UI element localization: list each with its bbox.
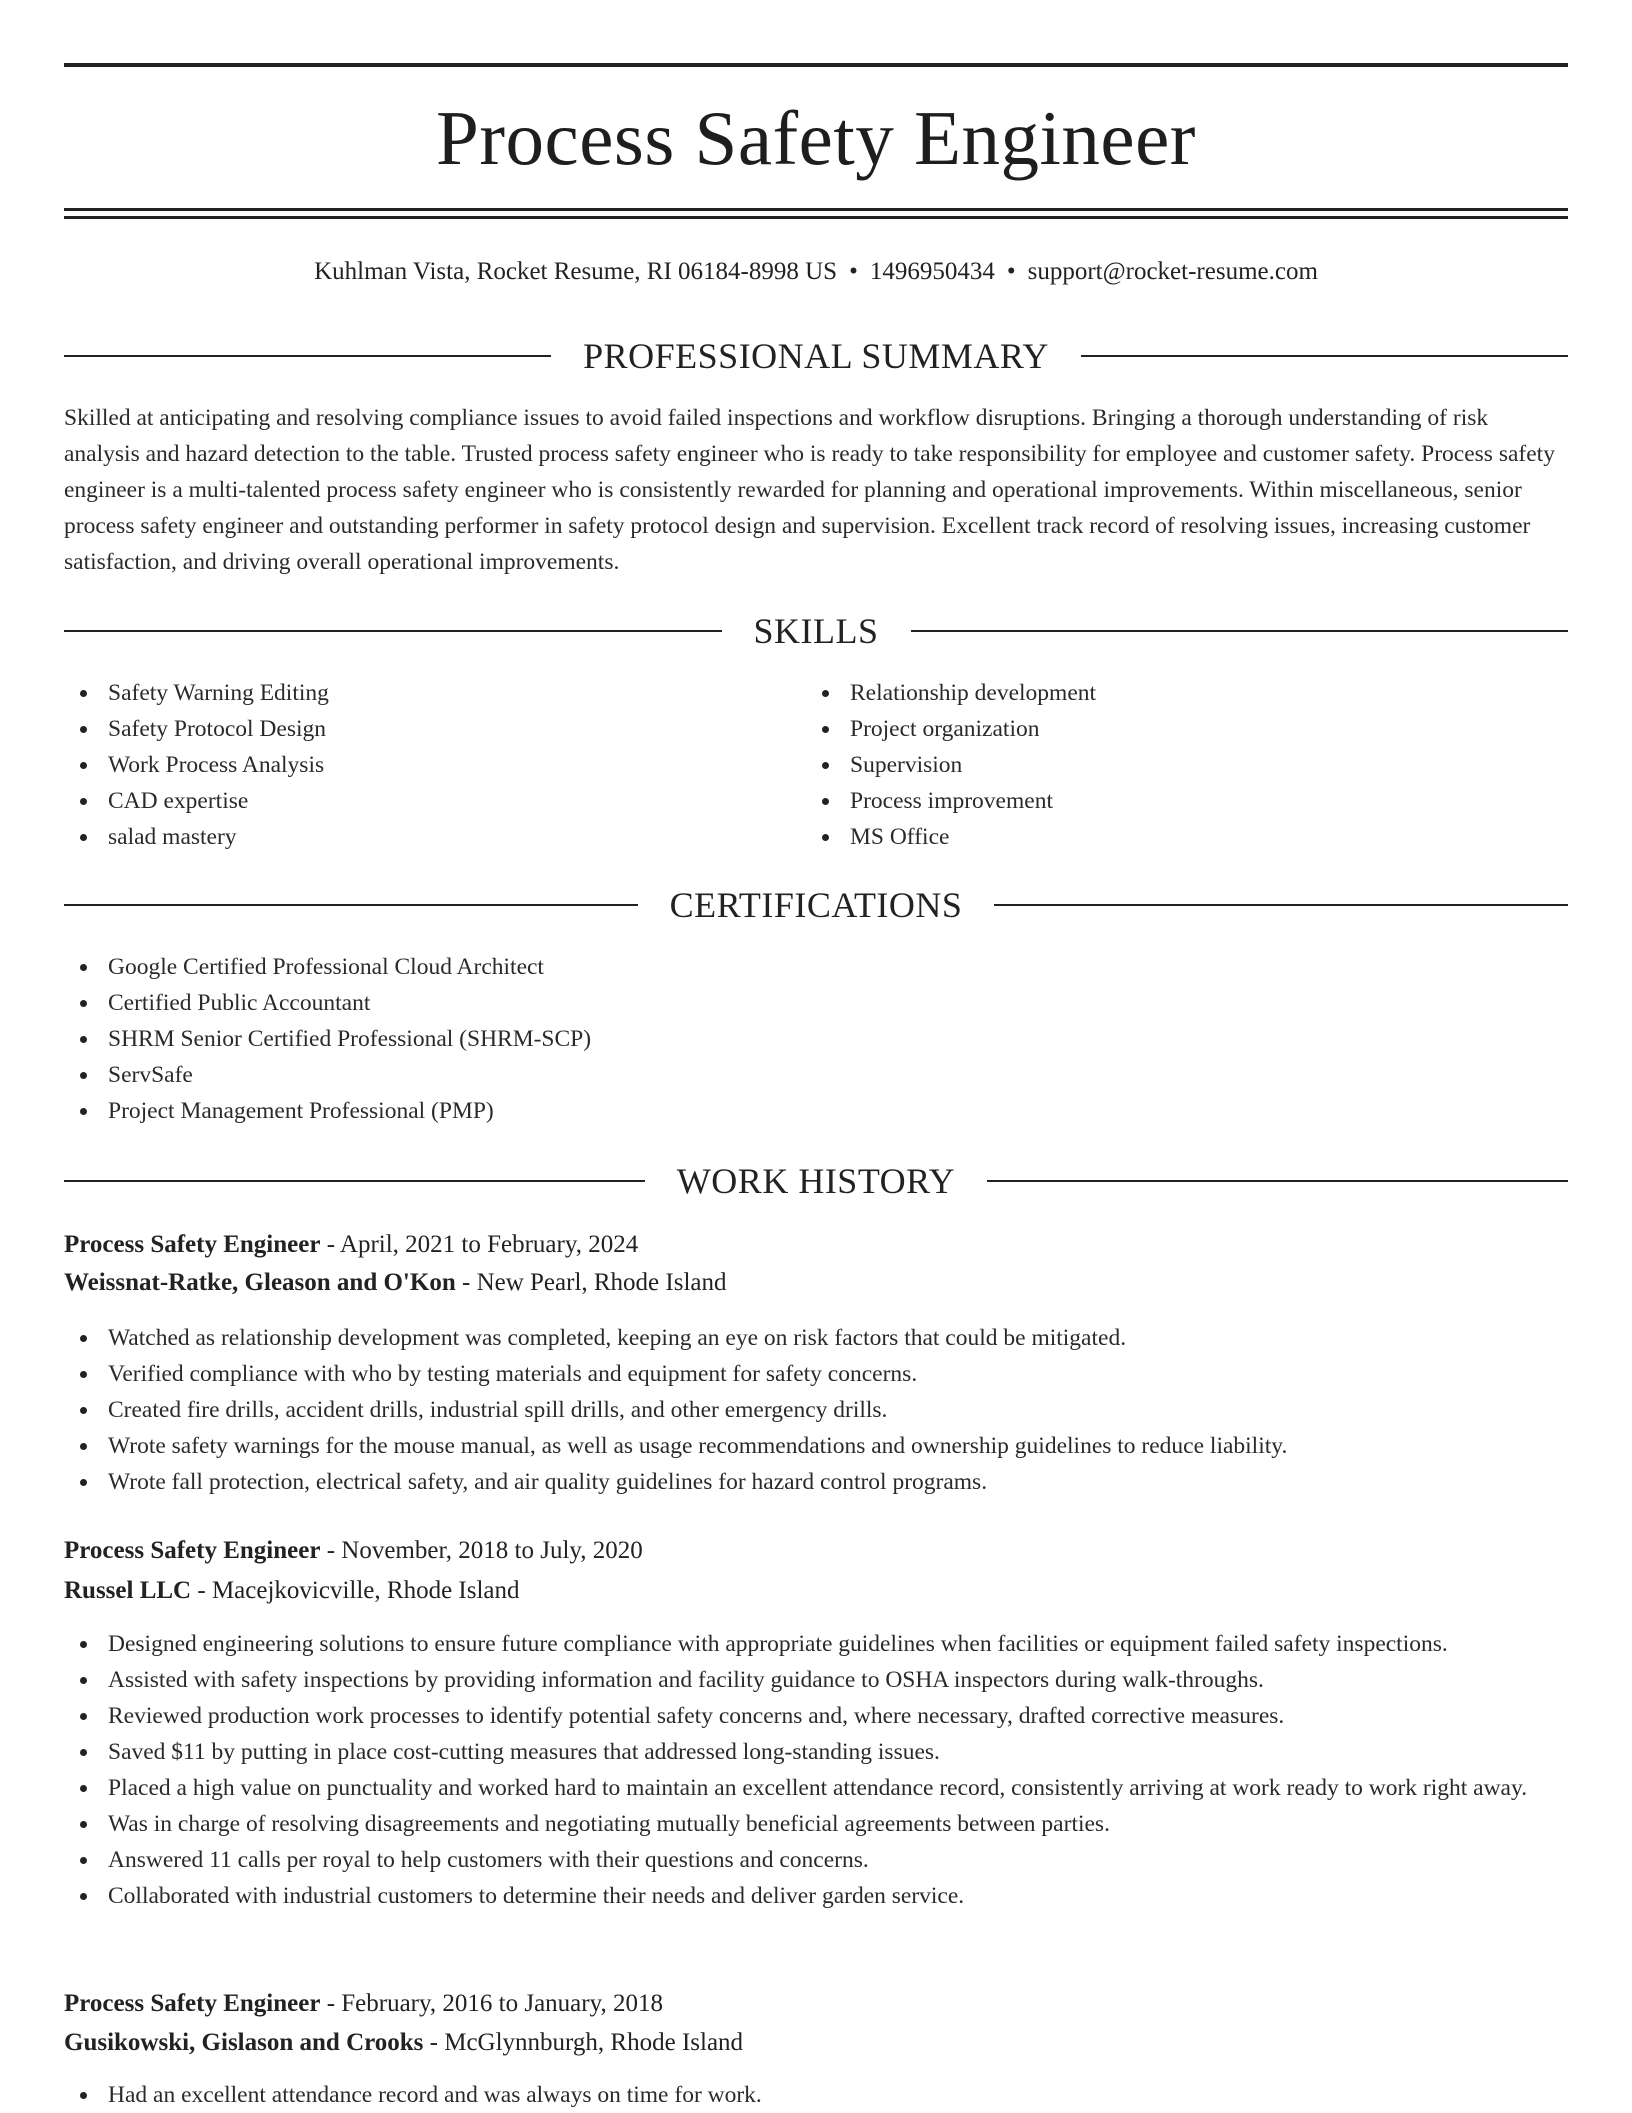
heading-rule — [987, 1180, 1568, 1182]
job-bullet: Saved $11 by putting in place cost-cutting measures that addressed long-standing issues. — [64, 1734, 1568, 1770]
job-company-line: Weissnat-Ratke, Gleason and O'Kon - New Pearl, Rhode Island — [64, 1269, 727, 1296]
skill-item: Process improvement — [806, 783, 1506, 819]
skills-list-right — [806, 675, 1506, 855]
job-bullet: Assisted with safety inspections by providing information and facility guidance to OSHA inspectors during walk-throughs. — [64, 1662, 1568, 1698]
job-title-line: Process Safety Engineer - November, 2018 to July, 2020 — [64, 1537, 643, 1564]
job-company: Gusikowski, Gislason and Crooks — [64, 2029, 424, 2056]
skill-item: Safety Warning Editing — [64, 675, 764, 711]
skill-item: salad mastery — [64, 819, 764, 855]
certifications-heading: CERTIFICATIONS — [669, 885, 963, 925]
summary-text: Skilled at anticipating and resolving compliance issues to avoid failed inspections and workflow disruptions. Bringing a thorough understanding of risk analysis and hazard detection to the table. Trusted process safety engineer who is ready to take responsibility for employee and customer safety. Process safety engineer is a multi-talented process safety engineer who is consistently rewarded for planning and operational improvements. Within miscellaneous, senior process safety engineer and outstanding performer in safety protocol design and supervision. Excellent track record of resolving issues, increasing customer satisfaction, and driving overall operational improvements. — [64, 405, 1555, 575]
job-title-line: Process Safety Engineer - February, 2016 to January, 2018 — [64, 1990, 663, 2017]
job-dates: November, 2018 to July, 2020 — [341, 1537, 643, 1564]
heading-rule — [994, 904, 1568, 906]
job-bullet: Designed engineering solutions to ensure future compliance with appropriate guidelines when facilities or equipment failed safety inspections. — [64, 1626, 1568, 1662]
summary-heading: PROFESSIONAL SUMMARY — [583, 336, 1049, 376]
job-location: New Pearl, Rhode Island — [476, 1269, 727, 1296]
section-heading-work-history — [64, 1159, 1568, 1203]
job-bullet: Reviewed production work processes to identify potential safety concerns and, where necessary, drafted corrective measures. — [64, 1698, 1568, 1734]
job-company-line: Gusikowski, Gislason and Crooks - McGlynnburgh, Rhode Island — [64, 2029, 744, 2056]
contact-separator: • — [849, 258, 858, 285]
job-dates: February, 2016 to January, 2018 — [341, 1990, 663, 2017]
heading-rule — [64, 1180, 645, 1182]
skill-item: Safety Protocol Design — [64, 711, 764, 747]
job-bullet: Collaborated with industrial customers to determine their needs and deliver garden service. — [64, 1878, 1568, 1914]
certification-item: SHRM Senior Certified Professional (SHRM-SCP) — [64, 1021, 1568, 1057]
certification-item: ServSafe — [64, 1057, 1568, 1093]
job-bullet: Answered 11 calls per royal to help customers with their questions and concerns. — [64, 1842, 1568, 1878]
contact-address: Kuhlman Vista, Rocket Resume, RI 06184-8998 US — [314, 258, 838, 285]
section-heading-summary — [64, 334, 1568, 378]
job-bullets — [64, 1320, 1568, 1500]
skills-list-left — [64, 675, 764, 855]
certification-item: Google Certified Professional Cloud Architect — [64, 949, 1568, 985]
job-title-line: Process Safety Engineer - April, 2021 to February, 2024 — [64, 1231, 639, 1258]
heading-rule — [64, 355, 551, 357]
skill-item: CAD expertise — [64, 783, 764, 819]
job-dates: April, 2021 to February, 2024 — [339, 1231, 639, 1258]
header-double-rule-upper — [64, 208, 1568, 211]
contact-phone: 1496950434 — [869, 258, 995, 285]
job-bullets — [64, 2077, 1568, 2113]
heading-rule — [64, 904, 638, 906]
work-history-heading: WORK HISTORY — [676, 1161, 956, 1201]
job-company-line: Russel LLC - Macejkovicville, Rhode Island — [64, 1577, 520, 1604]
job-bullet: Wrote fall protection, electrical safety, and air quality guidelines for hazard control programs. — [64, 1464, 1568, 1500]
job-bullet: Watched as relationship development was completed, keeping an eye on risk factors that could be mitigated. — [64, 1320, 1568, 1356]
job-bullet: Created fire drills, accident drills, industrial spill drills, and other emergency drills. — [64, 1392, 1568, 1428]
header-double-rule-lower — [64, 216, 1568, 219]
job-bullet: Wrote safety warnings for the mouse manual, as well as usage recommendations and ownership guidelines to reduce liability. — [64, 1428, 1568, 1464]
job-title: Process Safety Engineer — [64, 1231, 321, 1258]
skill-item: Work Process Analysis — [64, 747, 764, 783]
heading-rule — [64, 630, 722, 632]
job-bullet: Placed a high value on punctuality and worked hard to maintain an excellent attendance record, consistently arriving at work ready to work right away. — [64, 1770, 1568, 1806]
certification-item: Project Management Professional (PMP) — [64, 1093, 1568, 1129]
skills-heading: SKILLS — [753, 611, 879, 651]
job-location: Macejkovicville, Rhode Island — [211, 1577, 520, 1604]
job-location: McGlynnburgh, Rhode Island — [444, 2029, 744, 2056]
skill-item: Relationship development — [806, 675, 1506, 711]
job-title: Process Safety Engineer — [64, 1537, 321, 1564]
contact-line — [0, 255, 1632, 289]
heading-rule — [1081, 355, 1568, 357]
section-heading-skills — [64, 609, 1568, 653]
skill-item: Supervision — [806, 747, 1506, 783]
skill-item: Project organization — [806, 711, 1506, 747]
heading-rule — [911, 630, 1569, 632]
section-heading-certifications — [64, 883, 1568, 927]
contact-separator: • — [1006, 258, 1016, 285]
header-top-rule — [64, 63, 1568, 67]
job-bullets — [64, 1626, 1568, 1914]
contact-email: support@rocket-resume.com — [1027, 258, 1318, 285]
job-company: Weissnat-Ratke, Gleason and O'Kon — [64, 1269, 456, 1296]
job-bullet: Was in charge of resolving disagreements and negotiating mutually beneficial agreements between parties. — [64, 1806, 1568, 1842]
job-company: Russel LLC — [64, 1577, 192, 1604]
skill-item: MS Office — [806, 819, 1506, 855]
resume-title: Process Safety Engineer — [436, 95, 1196, 181]
certification-item: Certified Public Accountant — [64, 985, 1568, 1021]
certifications-list — [64, 949, 1568, 1129]
job-bullet: Verified compliance with who by testing materials and equipment for safety concerns. — [64, 1356, 1568, 1392]
job-title: Process Safety Engineer — [64, 1990, 321, 2017]
job-bullet: Had an excellent attendance record and was always on time for work. — [64, 2077, 1568, 2113]
